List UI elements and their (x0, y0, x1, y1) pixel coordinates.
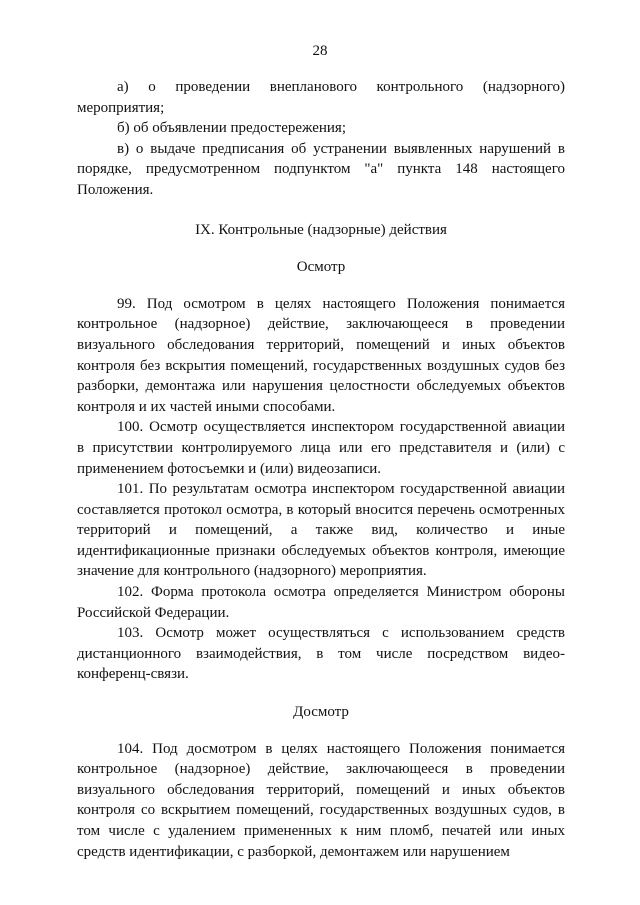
subsection-title-search: Досмотр (293, 704, 349, 721)
subsection-title-inspection: Осмотр (296, 259, 346, 276)
page-number: 28 (312, 43, 328, 59)
paragraph-99: 99. Под осмотром в целях настоящего Положения понимается контрольное (надзорное) действие, заключающееся в проведении визуального обследования территорий, помещений и иных объектов контроля без вскрытия помещений, государственных воздушных судов без разборки, демонтажа или нарушения целостности обследуемых объектов контроля и их частей иными способами. (77, 295, 565, 415)
paragraph-103: 103. Осмотр может осуществляться с использованием средств дистанционного взаимодействия, в том числе посредством видео-конференц-связи. (77, 625, 565, 683)
list-item-c: в) о выдаче предписания об устранении выявленных нарушений в порядке, предусмотренном подпунктом "а" пункта 148 настоящего Положения. (77, 140, 565, 198)
section-title: IX. Контрольные (надзорные) действия (195, 221, 447, 238)
document-body (77, 77, 565, 862)
paragraph-102: 102. Форма протокола осмотра определяется Министром обороны Российской Федерации. (77, 584, 565, 621)
list-item-a: а) о проведении внепланового контрольного (надзорного) мероприятия; (77, 79, 565, 116)
paragraph-101: 101. По результатам осмотра инспектором государственной авиации составляется протокол осмотра, в который вносится перечень осмотренных территорий и помещений, а также вид, количество и иные идентификационные признаки обследуемых объектов контроля, имеющие значение для контрольного (надзорного) мероприятия. (77, 481, 565, 580)
paragraph-100: 100. Осмотр осуществляется инспектором государственной авиации в присутствии контролируемого лица или его представителя и (или) с применением фотосъемки и (или) видеозаписи. (77, 419, 565, 477)
paragraph-104: 104. Под досмотром в целях настоящего Положения понимается контрольное (надзорное) действие, заключающееся в проведении визуального обследования территорий, помещений и иных объектов контроля со вскрытием помещений, государственных воздушных судов, в том числе с удалением примененных к ним пломб, печатей или иных средств идентификации, с разборкой, демонтажем или нарушением (77, 740, 565, 860)
list-item-b: б) об объявлении предостережения; (117, 120, 346, 137)
